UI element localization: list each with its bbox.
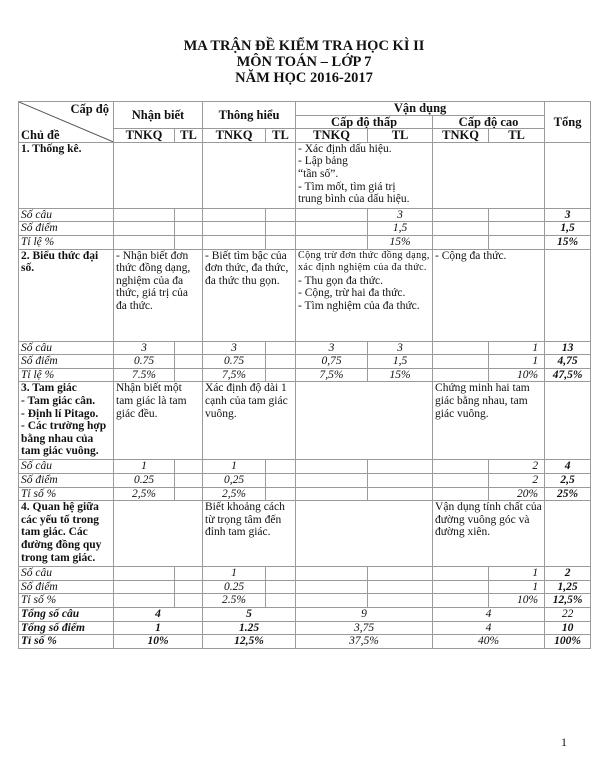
cell: 0.75 bbox=[203, 355, 266, 369]
table-row bbox=[19, 473, 591, 487]
nb-description: Nhận biết một tam giác là tam giác đều. bbox=[114, 382, 203, 460]
cell bbox=[296, 208, 368, 222]
cell bbox=[368, 567, 433, 581]
header-tong: Tổng bbox=[545, 102, 591, 143]
cell bbox=[433, 368, 489, 382]
table-row bbox=[19, 594, 591, 608]
vdc-description: - Cộng đa thức. bbox=[433, 249, 545, 341]
cell bbox=[368, 487, 433, 501]
topic-row bbox=[19, 142, 591, 208]
cell bbox=[175, 580, 203, 594]
total-cell: 4,75 bbox=[545, 355, 591, 369]
header-nb-tnkq: TNKQ bbox=[114, 129, 175, 143]
cell: 0.75 bbox=[114, 355, 175, 369]
cell bbox=[266, 487, 296, 501]
cell bbox=[266, 235, 296, 249]
cell bbox=[296, 473, 368, 487]
row-label: Tỉ số % bbox=[19, 487, 114, 501]
row-label: Số câu bbox=[19, 567, 114, 581]
table-row bbox=[19, 487, 591, 501]
topic-row bbox=[19, 249, 591, 341]
cell: 7,5% bbox=[203, 368, 266, 382]
cell: 0,75 bbox=[296, 355, 368, 369]
title-line-2: MÔN TOÁN – LỚP 7 bbox=[236, 54, 372, 70]
cell bbox=[433, 594, 489, 608]
topic-line: - Các trường hợp bằng nhau của tam giác vuông. bbox=[21, 420, 107, 458]
total-cell: 100% bbox=[545, 635, 591, 649]
total-cell: 12,5% bbox=[545, 594, 591, 608]
cell: 0,25 bbox=[203, 473, 266, 487]
cell: 3 bbox=[368, 208, 433, 222]
vdc-description: Chứng minh hai tam giác bằng nhau, tam giác vuông. bbox=[433, 382, 545, 460]
header-vdt-tl: TL bbox=[368, 129, 433, 143]
tong-cell bbox=[545, 382, 591, 460]
cell bbox=[266, 355, 296, 369]
row-label: Tỉ số % bbox=[19, 594, 114, 608]
cell: 1,5 bbox=[368, 355, 433, 369]
topic-name: 2. Biểu thức đại số. bbox=[19, 249, 114, 341]
cell bbox=[433, 473, 489, 487]
header-vdc-tnkq: TNKQ bbox=[433, 129, 489, 143]
header-thong-hieu: Thông hiểu bbox=[203, 102, 296, 129]
document-title bbox=[0, 38, 608, 86]
cell bbox=[296, 580, 368, 594]
cell bbox=[368, 580, 433, 594]
desc-line: - Tìm mốt, tìm giá trị bbox=[298, 180, 396, 193]
topic-line: - Tam giác cân. bbox=[21, 394, 96, 407]
header-cap-do-cao: Cấp độ cao bbox=[433, 115, 545, 129]
desc-line: - Xác định dấu hiệu. bbox=[298, 142, 392, 155]
cell bbox=[175, 567, 203, 581]
table-row bbox=[19, 235, 591, 249]
cell: 4 bbox=[114, 607, 203, 621]
cap-do-label: Cấp độ bbox=[70, 102, 109, 116]
cell bbox=[266, 473, 296, 487]
cell: 4 bbox=[433, 607, 545, 621]
row-label: Số điểm bbox=[19, 355, 114, 369]
cell bbox=[175, 208, 203, 222]
cell bbox=[266, 341, 296, 355]
cell: 37,5% bbox=[296, 635, 433, 649]
totals-row bbox=[19, 635, 591, 649]
cell bbox=[433, 460, 489, 474]
total-cell: 47,5% bbox=[545, 368, 591, 382]
exam-matrix-table bbox=[18, 101, 591, 649]
topic-name: 1. Thống kê. bbox=[19, 142, 114, 208]
cell: 1 bbox=[203, 567, 266, 581]
cell bbox=[175, 460, 203, 474]
total-cell: 2 bbox=[545, 567, 591, 581]
cell bbox=[175, 341, 203, 355]
row-label: Số điểm bbox=[19, 580, 114, 594]
desc-line: - Cộng, trừ hai đa thức. bbox=[298, 287, 406, 300]
cell bbox=[433, 567, 489, 581]
table-row bbox=[19, 567, 591, 581]
cell bbox=[433, 235, 489, 249]
cell bbox=[266, 460, 296, 474]
cell bbox=[489, 235, 545, 249]
cell: 0.25 bbox=[203, 580, 266, 594]
cell: 10% bbox=[489, 594, 545, 608]
cell bbox=[296, 460, 368, 474]
total-cell: 4 bbox=[545, 460, 591, 474]
desc-line: trung bình của dấu hiệu. bbox=[298, 193, 410, 206]
topic-line: 3. Tam giác bbox=[21, 382, 77, 395]
tong-cell bbox=[545, 501, 591, 567]
chu-de-label: Chủ đề bbox=[21, 128, 60, 143]
cell: 10% bbox=[114, 635, 203, 649]
cell: 15% bbox=[368, 368, 433, 382]
title-line-1: MA TRẬN ĐỀ KIỂM TRA HỌC KÌ II bbox=[183, 38, 425, 54]
topic-row bbox=[19, 501, 591, 567]
total-cell: 25% bbox=[545, 487, 591, 501]
total-cell: 1,5 bbox=[545, 222, 591, 236]
cell: 12,5% bbox=[203, 635, 296, 649]
cell bbox=[266, 567, 296, 581]
cell: 2 bbox=[489, 473, 545, 487]
cell: 4 bbox=[433, 621, 545, 635]
cell bbox=[296, 222, 368, 236]
total-cell: 3 bbox=[545, 208, 591, 222]
cell bbox=[114, 208, 175, 222]
cell bbox=[175, 473, 203, 487]
cell: 7.5% bbox=[114, 368, 175, 382]
cell: 1 bbox=[489, 355, 545, 369]
total-cell: 15% bbox=[545, 235, 591, 249]
desc-line: - Lập bảng bbox=[298, 155, 348, 168]
cell bbox=[266, 222, 296, 236]
corner-header-cell bbox=[19, 102, 114, 143]
row-label: Số điểm bbox=[19, 222, 114, 236]
header-vdt-tnkq: TNKQ bbox=[296, 129, 368, 143]
table-row bbox=[19, 460, 591, 474]
total-cell: 13 bbox=[545, 341, 591, 355]
cell: 2,5% bbox=[114, 487, 175, 501]
row-label: Số điểm bbox=[19, 473, 114, 487]
header-vdc-tl: TL bbox=[489, 129, 545, 143]
cell bbox=[203, 208, 266, 222]
cell bbox=[433, 341, 489, 355]
cell: 1 bbox=[489, 580, 545, 594]
cell: 7,5% bbox=[296, 368, 368, 382]
cell bbox=[175, 594, 203, 608]
vdt-description bbox=[296, 249, 433, 341]
cell bbox=[433, 355, 489, 369]
cell bbox=[175, 368, 203, 382]
cell bbox=[296, 567, 368, 581]
th-description: Biết khoảng cách từ trọng tâm đến đỉnh tam giác. bbox=[203, 501, 296, 567]
th-description: Xác định độ dài 1 cạnh của tam giác vuông. bbox=[203, 382, 296, 460]
th-description: - Biết tìm bậc của đơn thức, đa thức, đa thức thu gọn. bbox=[203, 249, 296, 341]
cell bbox=[433, 222, 489, 236]
cell: 3 bbox=[368, 341, 433, 355]
desc-line: - Thu gọn đa thức. bbox=[298, 274, 383, 287]
table-row bbox=[19, 222, 591, 236]
table-row bbox=[19, 208, 591, 222]
page-number: 1 bbox=[561, 735, 567, 749]
cell: 2,5% bbox=[203, 487, 266, 501]
cell bbox=[175, 487, 203, 501]
header-van-dung: Vận dụng bbox=[296, 102, 545, 116]
desc-line: Cộng trừ đơn thức đồng dạng, xác định nghiệm của đa thức. bbox=[298, 249, 430, 274]
vdt-description bbox=[296, 142, 433, 208]
cell bbox=[266, 594, 296, 608]
header-nhan-biet: Nhận biết bbox=[114, 102, 203, 129]
topic-name bbox=[19, 382, 114, 460]
cell bbox=[114, 222, 175, 236]
nb-description bbox=[114, 501, 203, 567]
cell bbox=[114, 567, 175, 581]
title-line-3: NĂM HỌC 2016-2017 bbox=[235, 70, 373, 86]
cell bbox=[368, 473, 433, 487]
header-cap-do-thap: Cấp độ thấp bbox=[296, 115, 433, 129]
cell: 3 bbox=[114, 341, 175, 355]
cell: 15% bbox=[368, 235, 433, 249]
table-row bbox=[19, 368, 591, 382]
cell: 3 bbox=[203, 341, 266, 355]
tong-cell bbox=[545, 142, 591, 208]
cell: 1 bbox=[489, 341, 545, 355]
cell bbox=[368, 460, 433, 474]
cell bbox=[203, 235, 266, 249]
desc-line: “tần số”. bbox=[298, 167, 339, 180]
row-label: Số câu bbox=[19, 341, 114, 355]
cell: 1 bbox=[489, 567, 545, 581]
vdc-description: Vận dụng tính chất của đường vuông góc và đường xiên. bbox=[433, 501, 545, 567]
desc-line: - Tìm nghiệm của đa thức. bbox=[298, 299, 420, 312]
total-cell: 22 bbox=[545, 607, 591, 621]
table-row bbox=[19, 580, 591, 594]
cell: 2 bbox=[489, 460, 545, 474]
cell bbox=[433, 580, 489, 594]
vdt-description bbox=[296, 382, 433, 460]
cell: 3 bbox=[296, 341, 368, 355]
cell: 20% bbox=[489, 487, 545, 501]
totals-row bbox=[19, 621, 591, 635]
cell bbox=[296, 594, 368, 608]
cell bbox=[433, 208, 489, 222]
cell: 1 bbox=[114, 460, 175, 474]
row-label: Số câu bbox=[19, 208, 114, 222]
row-label: Tỉ lệ % bbox=[19, 235, 114, 249]
th-description bbox=[203, 142, 296, 208]
cell: 10% bbox=[489, 368, 545, 382]
vdt-description bbox=[296, 501, 433, 567]
cell bbox=[489, 208, 545, 222]
cell: 1 bbox=[203, 460, 266, 474]
cell bbox=[175, 235, 203, 249]
cell: 1,5 bbox=[368, 222, 433, 236]
cell bbox=[114, 594, 175, 608]
cell bbox=[266, 368, 296, 382]
cell bbox=[175, 222, 203, 236]
cell bbox=[203, 222, 266, 236]
topic-row bbox=[19, 382, 591, 460]
topic-name: 4. Quan hệ giữa các yếu tố trong tam giác. Các đường đồng quy trong tam giác. bbox=[19, 501, 114, 567]
row-label: Tỉ số % bbox=[19, 635, 114, 649]
cell bbox=[368, 594, 433, 608]
cell: 2.5% bbox=[203, 594, 266, 608]
cell: 3,75 bbox=[296, 621, 433, 635]
cell bbox=[114, 235, 175, 249]
row-label: Tỉ lệ % bbox=[19, 368, 114, 382]
row-label: Số câu bbox=[19, 460, 114, 474]
cell bbox=[433, 487, 489, 501]
header-nb-tl: TL bbox=[175, 129, 203, 143]
cell bbox=[489, 222, 545, 236]
total-cell: 2,5 bbox=[545, 473, 591, 487]
nb-description bbox=[114, 142, 203, 208]
row-label: Tổng số điểm bbox=[19, 621, 114, 635]
cell: 0.25 bbox=[114, 473, 175, 487]
cell: 40% bbox=[433, 635, 545, 649]
row-label: Tổng số câu bbox=[19, 607, 114, 621]
cell bbox=[296, 235, 368, 249]
cell bbox=[266, 580, 296, 594]
cell bbox=[175, 355, 203, 369]
table-row bbox=[19, 341, 591, 355]
header-th-tl: TL bbox=[266, 129, 296, 143]
cell bbox=[266, 208, 296, 222]
header-th-tnkq: TNKQ bbox=[203, 129, 266, 143]
total-cell: 1,25 bbox=[545, 580, 591, 594]
topic-line: - Định lí Pitago. bbox=[21, 407, 99, 420]
vdc-description bbox=[433, 142, 545, 208]
cell bbox=[114, 580, 175, 594]
table-row bbox=[19, 355, 591, 369]
cell bbox=[296, 487, 368, 501]
total-cell: 10 bbox=[545, 621, 591, 635]
tong-cell bbox=[545, 249, 591, 341]
cell: 1 bbox=[114, 621, 203, 635]
cell: 1.25 bbox=[203, 621, 296, 635]
nb-description: - Nhận biết đơn thức đồng dạng, nghiệm của đa thức, giá trị của đa thức. bbox=[114, 249, 203, 341]
cell: 9 bbox=[296, 607, 433, 621]
cell: 5 bbox=[203, 607, 296, 621]
totals-row bbox=[19, 607, 591, 621]
